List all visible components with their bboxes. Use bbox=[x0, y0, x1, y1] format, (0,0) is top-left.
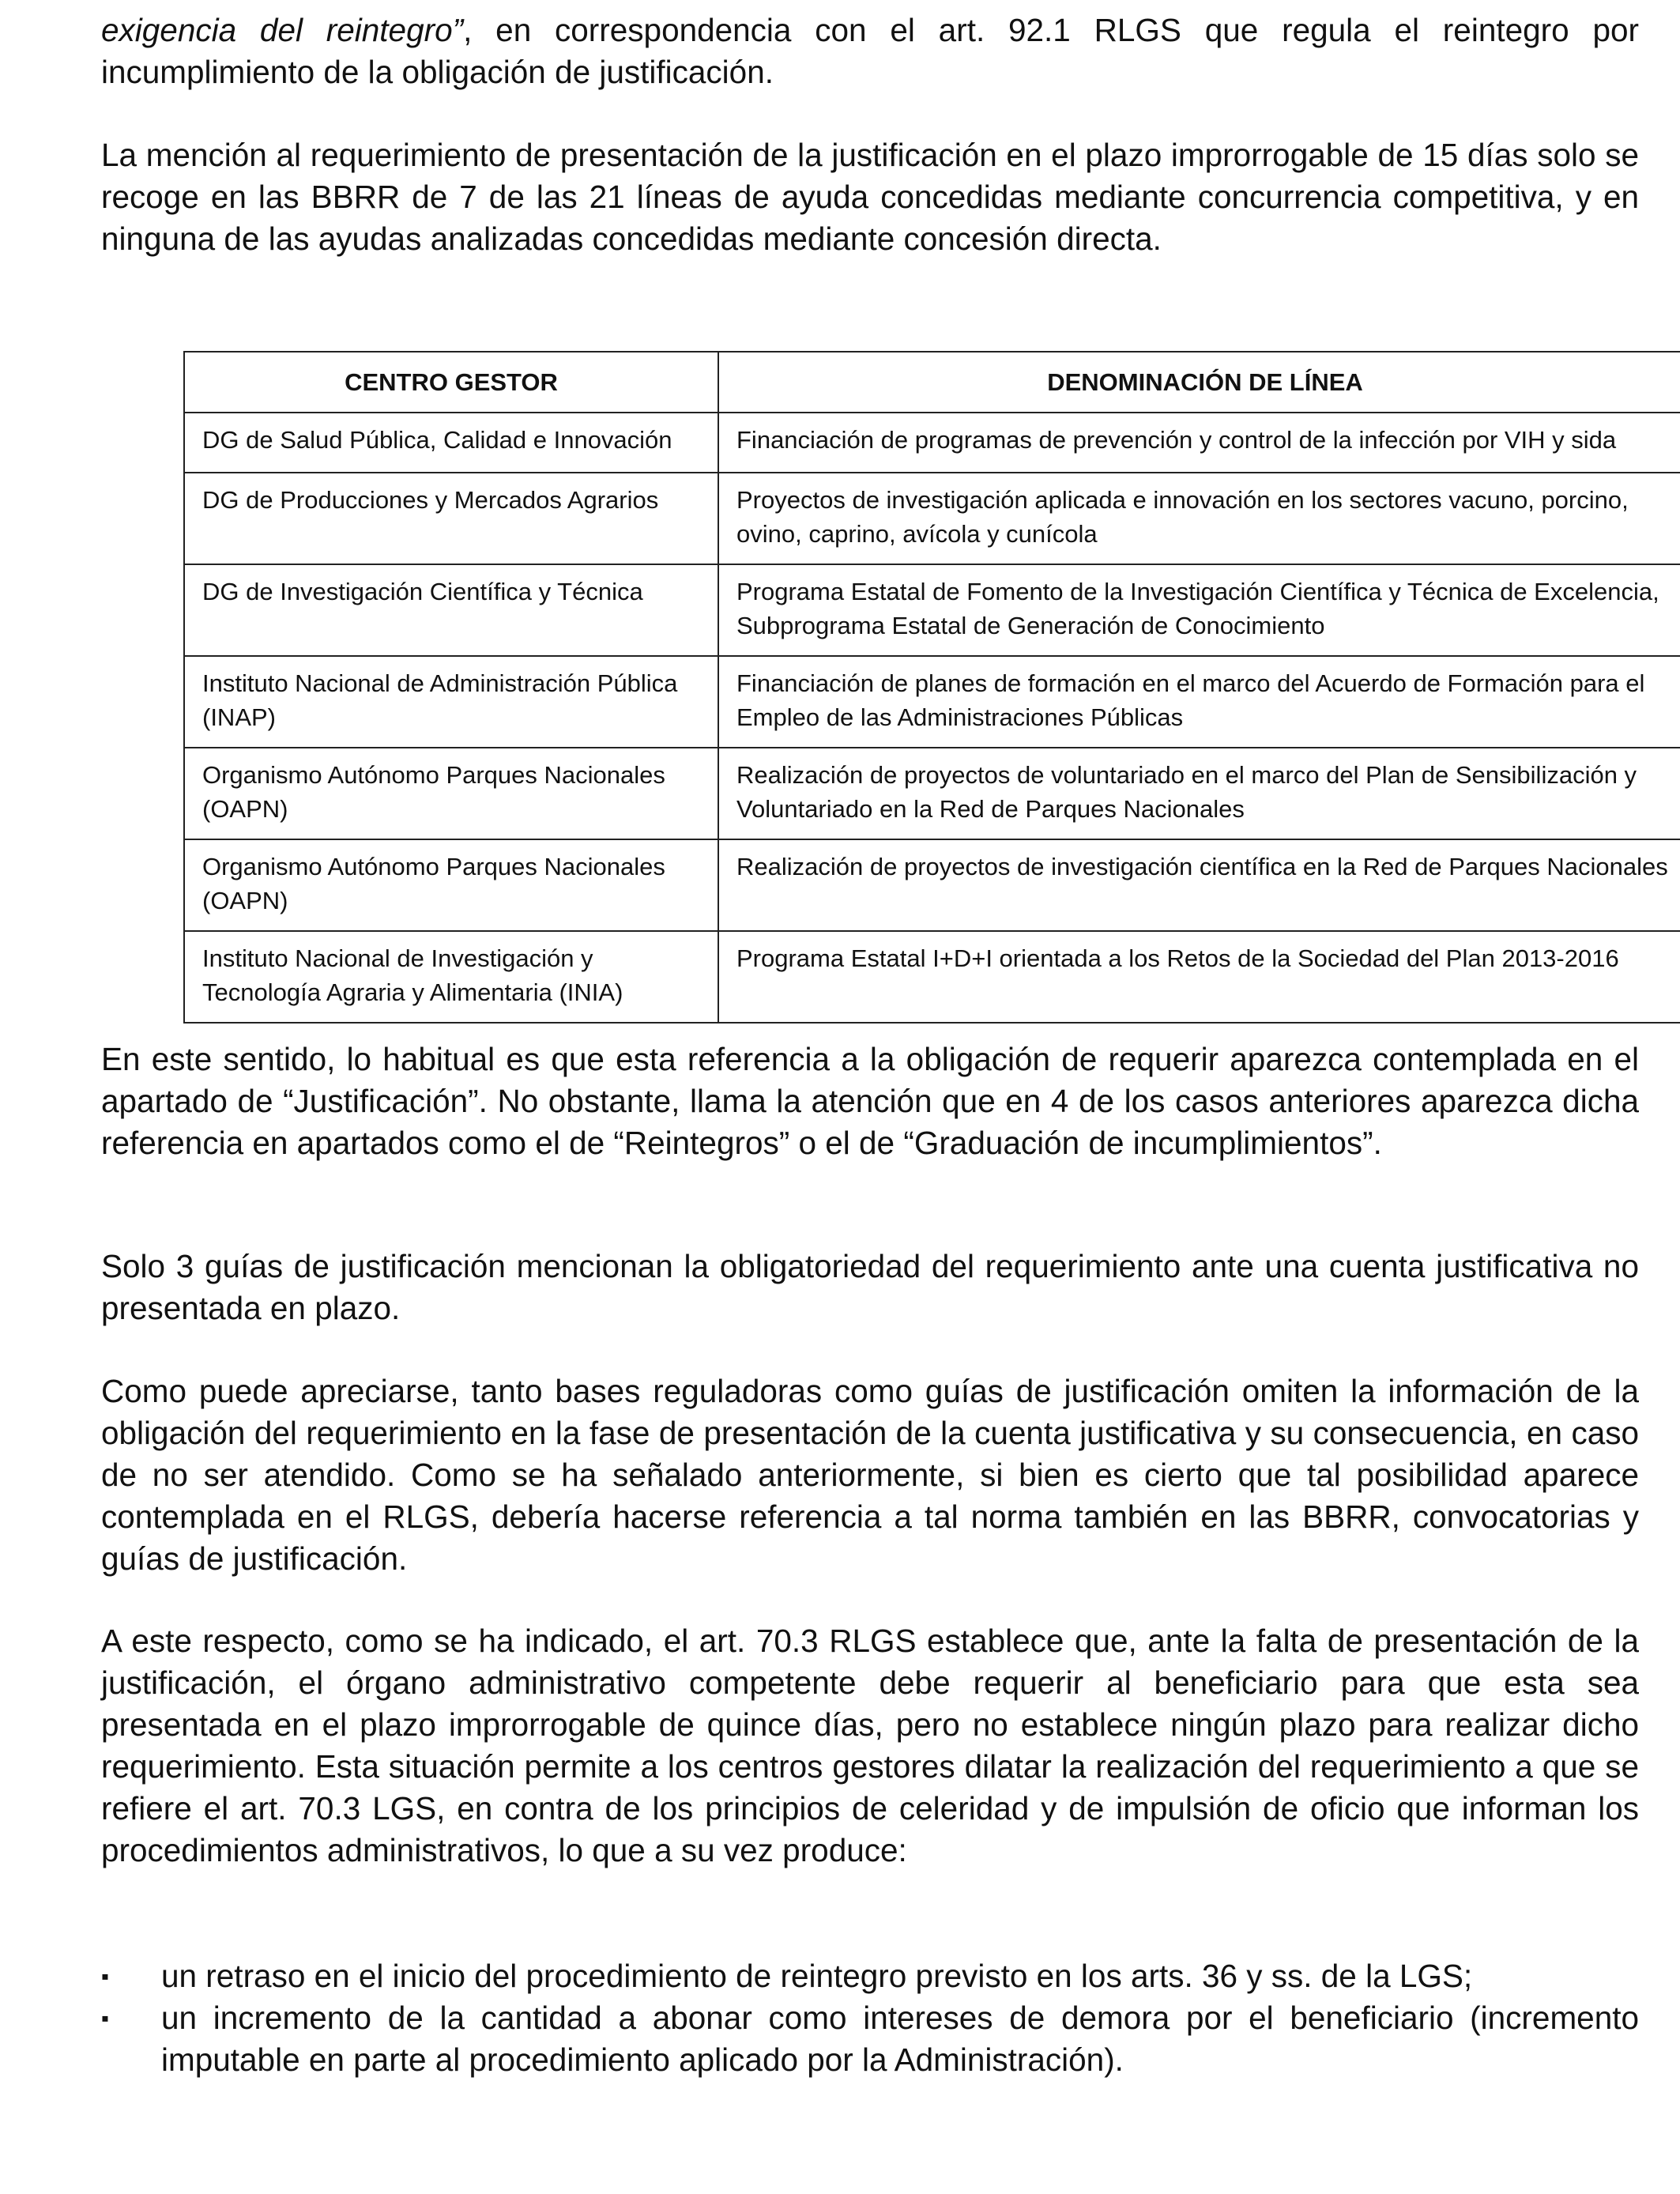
table-row bbox=[184, 413, 1680, 473]
table-row bbox=[184, 748, 1680, 839]
cell-centro-gestor: Instituto Nacional de Administración Pública (INAP) bbox=[184, 656, 718, 748]
consequences-list bbox=[101, 1955, 1639, 2081]
paragraph-como-puede-apreciarse: Como puede apreciarse, tanto bases reguladoras como guías de justificación omiten la información de la obligación del requerimiento en la fase de presentación de la cuenta justificativa y su consecuencia, en caso de no ser atendido. Como se ha señalado anteriormente, si bien es cierto que tal posibilidad aparece contemplada en el RLGS, debería hacerse referencia a tal norma también en las BBRR, convocatorias y guías de justificación. bbox=[101, 1373, 1639, 1577]
cell-denominacion: Programa Estatal de Fomento de la Investigación Científica y Técnica de Excelencia, Subprograma Estatal de Generación de Conocimiento bbox=[718, 564, 1680, 656]
paragraph-habitual: En este sentido, lo habitual es que esta referencia a la obligación de requerir aparezca contemplada en el apartado de “Justificación”. No obstante, llama la atención que en 4 de los casos anteriores aparezca dicha referencia en apartados como el de “Reintegros” o el de “Graduación de incumplimientos”. bbox=[101, 1041, 1639, 1161]
cell-denominacion: Financiación de programas de prevención y control de la infección por VIH y sida bbox=[718, 413, 1680, 473]
table-row bbox=[184, 473, 1680, 564]
list-item-text: un incremento de la cantidad a abonar como intereses de demora por el beneficiario (incremento imputable en parte al procedimiento aplicado por la Administración). bbox=[161, 2000, 1639, 2078]
cell-centro-gestor: DG de Producciones y Mercados Agrarios bbox=[184, 473, 718, 564]
paragraph-guias: Solo 3 guías de justificación mencionan la obligatoriedad del requerimiento ante una cuenta justificativa no presentada en plazo. bbox=[101, 1248, 1639, 1326]
list-item bbox=[101, 1955, 1639, 1997]
table-header-row bbox=[184, 352, 1680, 413]
cell-denominacion: Realización de proyectos de voluntariado en el marco del Plan de Sensibilización y Voluntariado en la Red de Parques Nacionales bbox=[718, 748, 1680, 839]
cell-denominacion: Programa Estatal I+D+I orientada a los Retos de la Sociedad del Plan 2013-2016 bbox=[718, 931, 1680, 1023]
table-row bbox=[184, 656, 1680, 748]
paragraph-a-este-respecto: A este respecto, como se ha indicado, el art. 70.3 RLGS establece que, ante la falta de presentación de la justificación, el órgano administrativo competente debe requerir al beneficiario para que esta sea presentada en el plazo improrrogable de quince días, pero no establece ningún plazo para realizar dicho requerimiento. Esta situación permite a los centros gestores dilatar la realización del requerimiento a que se refiere el art. 70.3 LGS, en contra de los principios de celeridad y de impulsión de oficio que informan los procedimientos administrativos, lo que a su vez produce: bbox=[101, 1623, 1639, 1868]
centro-gestor-table bbox=[183, 351, 1680, 1023]
cell-denominacion: Financiación de planes de formación en el marco del Acuerdo de Formación para el Empleo de las Administraciones Públicas bbox=[718, 656, 1680, 748]
list-item-text: un retraso en el inicio del procedimiento de reintegro previsto en los arts. 36 y ss. de la LGS; bbox=[161, 1958, 1473, 1994]
cell-centro-gestor: Instituto Nacional de Investigación y Tecnología Agraria y Alimentaria (INIA) bbox=[184, 931, 718, 1023]
paragraph-requerimiento-mencion: La mención al requerimiento de presentación de la justificación en el plazo improrrogable de 15 días solo se recoge en las BBRR de 7 de las 21 líneas de ayuda concedidas mediante concurrencia competitiva, y en ninguna de las ayudas analizadas concedidas mediante concesión directa. bbox=[101, 137, 1639, 257]
table-row bbox=[184, 564, 1680, 656]
cell-denominacion: Realización de proyectos de investigación científica en la Red de Parques Nacionales bbox=[718, 839, 1680, 931]
column-header-denominacion: DENOMINACIÓN DE LÍNEA bbox=[718, 352, 1680, 413]
cell-centro-gestor: DG de Salud Pública, Calidad e Innovación bbox=[184, 413, 718, 473]
column-header-centro-gestor: CENTRO GESTOR bbox=[184, 352, 718, 413]
square-bullet-icon: ▪ bbox=[101, 1964, 109, 1989]
cell-centro-gestor: Organismo Autónomo Parques Nacionales (OAPN) bbox=[184, 748, 718, 839]
paragraph-text: , en correspondencia con el art. 92.1 RLGS que regula el reintegro por incumplimiento de la obligación de justificación. bbox=[101, 12, 1639, 90]
paragraph-intro-continuation bbox=[101, 9, 1639, 93]
cell-centro-gestor: Organismo Autónomo Parques Nacionales (OAPN) bbox=[184, 839, 718, 931]
table-row bbox=[184, 931, 1680, 1023]
list-item bbox=[101, 1997, 1639, 2081]
table-row bbox=[184, 839, 1680, 931]
cell-denominacion: Proyectos de investigación aplicada e innovación en los sectores vacuno, porcino, ovino, caprino, avícola y cunícola bbox=[718, 473, 1680, 564]
square-bullet-icon: ▪ bbox=[101, 2006, 109, 2030]
italic-quote: exigencia del reintegro” bbox=[101, 12, 464, 48]
cell-centro-gestor: DG de Investigación Científica y Técnica bbox=[184, 564, 718, 656]
